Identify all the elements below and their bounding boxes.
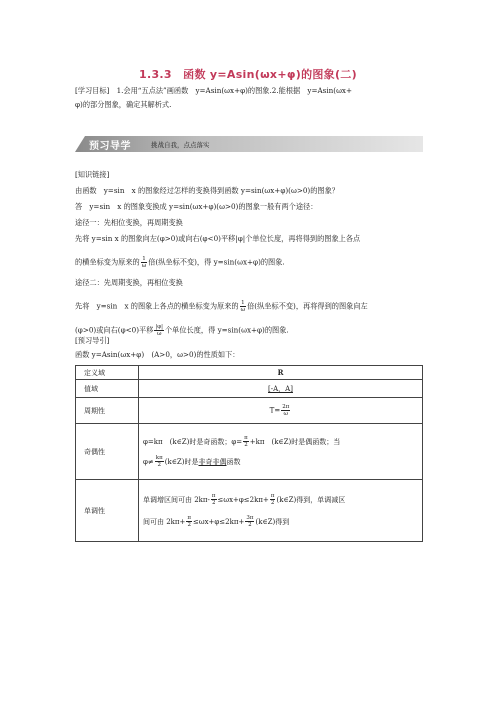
fraction-pi-over-2 — [270, 493, 276, 506]
path-1-title: 途径一：先相位变换，再周期变换 — [75, 218, 183, 227]
period-label: 周期性 — [76, 398, 139, 424]
preview-intro: 函数 y=Asin(ωx+φ) (A>0，ω>0)的性质如下： — [75, 350, 240, 359]
fraction-denominator: 2 — [187, 522, 191, 528]
fraction-numerator: 1 — [241, 300, 245, 306]
learning-goals-text-1: 1.会用“五点法”画函数 y=Asin(ωx+φ)的图象.2.能根据 y=Asin(ωx+ — [116, 86, 353, 95]
path-2-title: 途径二：先周期变换，再相位变换 — [75, 278, 183, 287]
properties-table — [75, 365, 423, 542]
mono-text-1a: 单调增区间可由 2kπ- — [143, 495, 210, 504]
preview-banner — [75, 136, 423, 152]
learning-goals-label: [学习目标] — [75, 86, 110, 95]
domain-value: R — [139, 366, 423, 380]
table-row-range — [76, 380, 423, 398]
fraction-numerator: 3π — [246, 515, 254, 521]
fraction-one-over-omega — [141, 256, 148, 269]
parity-text-underlined: 非奇非偶 — [198, 457, 227, 466]
learning-goals-line-2: φ)的部分图象，确定其解析式. — [75, 100, 172, 109]
banner-subtitle: 挑战自我，点点落实 — [151, 141, 210, 149]
fraction-one-over-omega — [240, 300, 247, 313]
fraction-denominator: ω — [141, 263, 147, 269]
fraction-denominator: 2 — [211, 500, 216, 506]
table-row-monotonicity — [76, 480, 423, 542]
period-lhs: T= — [269, 406, 281, 415]
parity-text-2a: φ≠ — [143, 457, 154, 466]
banner-title: 预习导学 — [89, 141, 131, 152]
fraction-denominator: ω — [283, 411, 289, 417]
fraction-numerator: 1 — [142, 256, 146, 262]
page-title: 1.3.3 函数 y=Asin(ωx+φ)的图象(二) — [139, 68, 357, 81]
path-1-line-1: 先将 y=sin x 的图象向左(φ>0)或向右(φ<0)平移|φ|个单位长度，再将得到的图象上各点 — [75, 234, 361, 243]
path-2-text-pre-2: (φ>0)或向右(φ<0)平移 — [75, 325, 154, 335]
table-row-parity — [76, 424, 423, 480]
fraction-denominator: ω — [156, 331, 162, 337]
path-1-text-pre: 的横坐标变为原来的 — [75, 257, 140, 267]
parity-line-1 — [143, 435, 418, 449]
path-2-text-post-2: 个单位长度，得 y=sin(ωx+φ)的图象. — [164, 325, 289, 335]
fraction-3pi-over-2 — [245, 515, 254, 528]
fraction-pi-over-2 — [211, 493, 217, 506]
fraction-denominator: 2 — [157, 462, 161, 468]
fraction-numerator: |φ| — [155, 324, 163, 330]
fraction-numerator: π — [244, 435, 248, 441]
period-value — [139, 398, 423, 424]
fraction-kpi-over-2 — [155, 455, 164, 468]
mono-line-2 — [143, 515, 418, 529]
parity-line-2 — [143, 455, 418, 469]
fraction-period — [281, 404, 290, 417]
path-2-text-pre: 先将 y=sin x 的图象上各点的横坐标变为原来的 — [75, 301, 239, 311]
mono-text-2c: (k∈Z)得到 — [255, 517, 290, 526]
fraction-pi-over-2 — [243, 435, 249, 448]
path-2-line-1 — [75, 300, 425, 313]
mono-text-1b: ≤ωx+φ≤2kπ+ — [217, 495, 269, 504]
mono-text-2b: ≤ωx+φ≤2kπ+ — [193, 517, 245, 526]
mono-line-1 — [143, 493, 418, 507]
mono-text-2a: 间可由 2kπ+ — [143, 517, 186, 526]
fraction-numerator: π — [211, 493, 216, 499]
parity-text-2c: 函数 — [226, 457, 241, 466]
fraction-denominator: 2 — [270, 500, 275, 506]
knowledge-question: 由函数 y=sin x 的图象经过怎样的变换得到函数 y=sin(ωx+φ)(ω>0)的图象？ — [75, 186, 339, 195]
banner-corner-decoration — [75, 136, 85, 152]
path-1-text-post: 倍(纵坐标不变)，得 y=sin(ωx+φ)的图象. — [148, 257, 285, 267]
path-1-line-2 — [75, 256, 425, 269]
parity-text-2b: (k∈Z)时是 — [164, 457, 199, 466]
fraction-numerator: π — [270, 493, 275, 499]
fraction-numerator: kπ — [155, 455, 163, 461]
mono-text-1c: (k∈Z)得到，单调减区 — [276, 495, 346, 504]
fraction-denominator: 2 — [244, 442, 248, 448]
knowledge-heading: [知识链接] — [75, 170, 110, 179]
parity-value — [139, 424, 423, 480]
table-row-domain — [76, 366, 423, 380]
parity-label: 奇偶性 — [76, 424, 139, 480]
preview-heading-visible: [预习导引] — [75, 336, 110, 345]
path-2-text-post: 倍(纵坐标不变)，再将得到的图象向左 — [247, 301, 368, 311]
range-value-text: [-A，A] — [268, 384, 293, 393]
monotonicity-label: 单调性 — [76, 480, 139, 542]
knowledge-answer: 答 y=sin x 的图象变换成 y=sin(ωx+φ)(ω>0)的图象一般有两个途径： — [75, 202, 318, 211]
parity-text-1b: +kπ (k∈Z)时是偶函数；当 — [249, 437, 341, 446]
monotonicity-value — [139, 480, 423, 542]
fraction-denominator: ω — [240, 307, 246, 313]
domain-label: 定义域 — [76, 366, 139, 380]
fraction-denominator: 2 — [248, 522, 252, 528]
parity-text-1a: φ=kπ (k∈Z)时是奇函数；φ= — [143, 437, 243, 446]
table-row-period — [76, 398, 423, 424]
range-label: 值域 — [76, 380, 139, 398]
range-value — [139, 380, 423, 398]
fraction-pi-over-2 — [186, 515, 192, 528]
fraction-numerator: 2π — [282, 404, 290, 410]
learning-goals-line-1 — [75, 86, 425, 96]
fraction-numerator: π — [187, 515, 192, 521]
